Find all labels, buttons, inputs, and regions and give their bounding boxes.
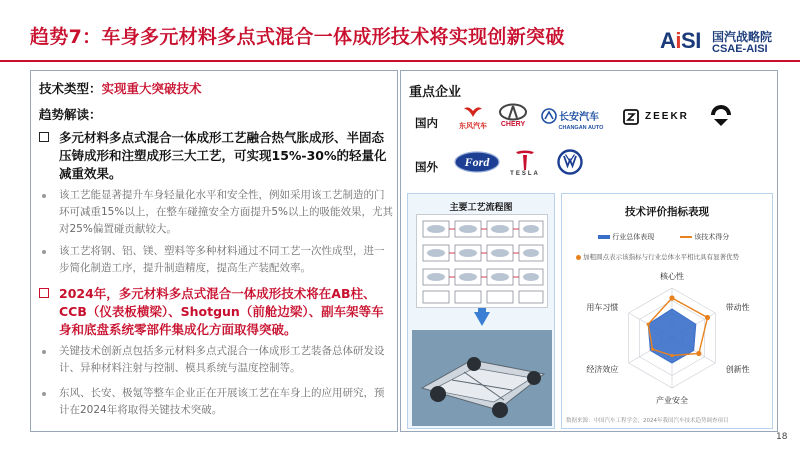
ford-logo bbox=[451, 151, 503, 173]
logo-chinese-name: 国汽战略院 bbox=[712, 30, 773, 44]
legend-tech-label: 该技术得分 bbox=[694, 233, 730, 241]
dot-bullet-icon bbox=[42, 194, 46, 198]
dot-bullet-icon bbox=[42, 350, 46, 354]
detail-3-text: 关键技术创新点包括多元材料多点式混合一体成形工艺装备总体研发设计、异种材料注射与控制、模具系统与温度控制等。 bbox=[59, 345, 385, 374]
domestic-label: 国内 bbox=[415, 116, 438, 130]
logo-english-name: CSAE-AISI bbox=[712, 43, 768, 55]
legend-industry-swatch bbox=[598, 235, 610, 239]
ford-label: Ford bbox=[464, 155, 490, 169]
tesla-t-icon bbox=[515, 149, 535, 171]
trend-label: 趋势解读： bbox=[39, 107, 102, 122]
square-bullet-icon bbox=[39, 132, 49, 142]
radar-point-4 bbox=[670, 354, 673, 357]
detail-2-text: 该工艺将钢、铝、镁、塑料等多种材料通过不同工艺一次性成型，进一步简化制造工序，提升制造精度，提高生产装配效率。 bbox=[59, 245, 385, 274]
radar-point-3 bbox=[696, 351, 701, 356]
process-flow-card bbox=[407, 193, 555, 429]
process-flow-title: 主要工艺流程图 bbox=[449, 203, 513, 213]
evaluation-title: 技术评价指标表现 bbox=[625, 206, 709, 218]
zeekr-label: ZEEKR bbox=[645, 111, 689, 122]
radar-axis-label-3: 创新性 bbox=[725, 365, 750, 374]
tech-type-label: 技术类型： bbox=[39, 81, 102, 96]
trend-interpretation-panel bbox=[30, 70, 398, 432]
chery-label: CHERY bbox=[500, 121, 526, 128]
dongfeng-label: 东风汽车 bbox=[459, 123, 487, 130]
radar-axis-label-1: 核心性 bbox=[660, 272, 684, 281]
process-flow-diagram bbox=[416, 214, 548, 308]
nio-emblem-icon bbox=[708, 105, 734, 129]
dongfeng-logo bbox=[453, 103, 493, 131]
dot-bullet-icon bbox=[42, 392, 46, 396]
changan-emblem-icon bbox=[541, 108, 557, 124]
radar-axis-label-5: 经济效应 bbox=[586, 365, 619, 374]
nio-logo bbox=[707, 105, 735, 129]
aisi-logo bbox=[660, 28, 790, 60]
tesla-label: TESLA bbox=[510, 171, 540, 177]
dongfeng-swallow-icon bbox=[462, 103, 484, 121]
logo-mark: AiSI bbox=[660, 28, 701, 53]
data-source: 数据来源：中国汽车工程学会，2024年我国汽车技术趋势调查项目 bbox=[566, 418, 729, 424]
evaluation-card bbox=[561, 193, 773, 429]
radar-point-6 bbox=[647, 323, 650, 326]
tesla-logo bbox=[505, 149, 545, 177]
page-number: 18 bbox=[776, 432, 788, 442]
foreign-label: 国外 bbox=[415, 160, 438, 174]
key-companies-panel bbox=[400, 70, 778, 432]
vw-emblem-icon bbox=[557, 149, 583, 175]
changan-en-label: CHANGAN AUTO bbox=[558, 125, 604, 131]
radar-axis-label-4: 产业安全 bbox=[656, 396, 688, 405]
legend-industry bbox=[598, 232, 654, 242]
ford-oval-icon bbox=[453, 151, 501, 173]
legend-note-text: 加粗圆点表示该指标与行业总体水平相比具有显著优势 bbox=[583, 253, 740, 261]
radar-axis-label-2: 带动性 bbox=[725, 303, 750, 312]
radar-point-5 bbox=[651, 348, 654, 351]
zeekr-logo bbox=[623, 109, 693, 127]
legend-industry-label: 行业总体表现 bbox=[612, 233, 655, 241]
evaluation-radar-chart bbox=[586, 256, 752, 406]
detail-1-text: 该工艺能显著提升车身轻量化水平和安全性，例如采用该工艺制造的门环可减重15%以上，在整车碰撞安全方面提升5%以上的吸能效果，尤其对25%偏置碰贡献较大。 bbox=[59, 189, 393, 235]
down-arrow-icon bbox=[474, 312, 490, 326]
tech-type-row bbox=[39, 79, 202, 97]
page-title: 趋势7：车身多元材料多点式混合一体成形技术将实现创新突破 bbox=[30, 26, 565, 48]
legend-tech bbox=[680, 232, 729, 242]
legend-tech-swatch bbox=[680, 236, 692, 238]
changan-logo bbox=[541, 107, 611, 131]
changan-cn-label: 长安汽车 bbox=[559, 112, 599, 123]
chery-emblem-icon bbox=[498, 103, 528, 121]
chery-logo bbox=[491, 103, 535, 128]
detail-4-text: 东风、长安、极氪等整车企业正在开展该工艺在车身上的应用研究，预计在2024年将取得关键技术突破。 bbox=[59, 387, 385, 416]
vehicle-chassis-image bbox=[412, 330, 552, 426]
highlight-dot-icon bbox=[576, 255, 581, 260]
tech-type-value: 实现重大突破技术 bbox=[101, 81, 202, 96]
radar-axis-label-6: 用车习惯 bbox=[586, 303, 619, 312]
radar-point-2 bbox=[705, 315, 710, 320]
zeekr-emblem-icon bbox=[623, 109, 639, 125]
process-steps-figure bbox=[417, 215, 549, 309]
dot-bullet-icon bbox=[42, 250, 46, 254]
key-point-1-text: 多元材料多点式混合一体成形工艺融合热气胀成形、半固态压铸成形和注塑成形三大工艺，可实现15%-30%的轻量化减重效果。 bbox=[59, 130, 387, 181]
volkswagen-logo bbox=[555, 149, 585, 175]
radar-point-1 bbox=[669, 295, 674, 300]
square-bullet-icon bbox=[39, 288, 49, 298]
key-point-2-text: 2024年，多元材料多点式混合一体成形技术将在AB柱、CCB（仪表板横梁）、Shotgun（前舱边梁）、副车架等车身和底盘系统零部件集成化方面取得突破。 bbox=[59, 286, 384, 337]
title-divider bbox=[0, 60, 800, 62]
key-companies-title: 重点企业 bbox=[409, 85, 462, 100]
